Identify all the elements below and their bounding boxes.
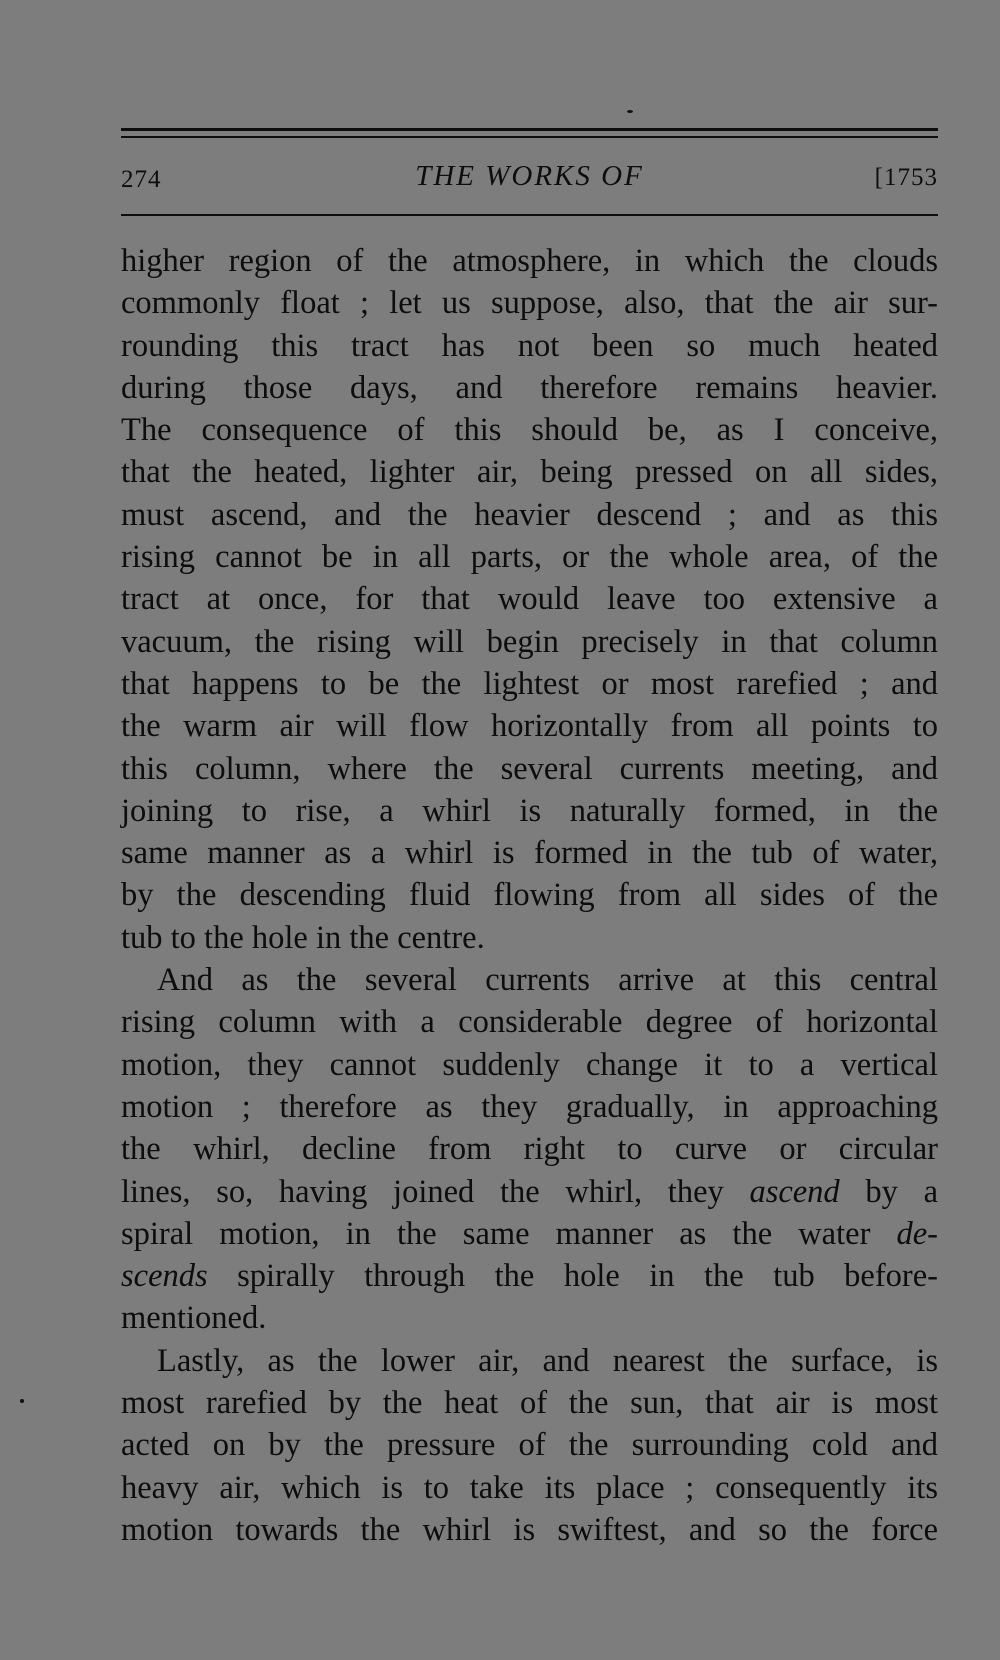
- paragraph-1: [121, 240, 938, 959]
- text-line: motion ; therefore as they gradually, in approaching: [121, 1088, 938, 1125]
- body-text: [121, 240, 938, 1551]
- running-head: [121, 160, 938, 200]
- italic-word: ascend: [749, 1173, 840, 1210]
- scan-speck: [20, 1399, 24, 1403]
- text-line: The consequence of this should be, as I conceive,: [121, 412, 938, 449]
- text-run: spiral motion, in the same manner as the water: [121, 1215, 897, 1252]
- text-line: And as the several currents arrive at this central: [157, 962, 938, 999]
- text-run: lines, so, having joined the whirl, they: [121, 1173, 750, 1210]
- text-line: most rarefied by the heat of the sun, that air is most: [121, 1385, 938, 1422]
- year-mark: [1753: [874, 164, 938, 191]
- running-title: THE WORKS OF: [415, 160, 644, 192]
- italic-word: scends: [121, 1258, 208, 1295]
- text-line: must ascend, and the heavier descend ; and as this: [121, 496, 938, 533]
- text-line: this column, where the several currents meeting, and: [121, 750, 938, 787]
- text-line: higher region of the atmosphere, in which the clouds: [121, 243, 938, 279]
- italic-word: de-: [896, 1215, 938, 1252]
- text-line: joining to rise, a whirl is naturally formed, in the: [121, 792, 938, 829]
- text-line: [121, 1171, 938, 1213]
- header-top-rule-thin: [121, 136, 938, 138]
- text-line: tract at once, for that would leave too extensive a: [121, 581, 938, 618]
- paragraph-3: [121, 1340, 938, 1551]
- text-line: tub to the hole in the centre.: [121, 919, 485, 956]
- text-line: rounding this tract has not been so much heated: [121, 327, 938, 364]
- header-bottom-rule: [121, 214, 938, 216]
- paragraph-2: [121, 959, 938, 1340]
- text-line: by the descending fluid flowing from all sides of the: [121, 877, 938, 914]
- text-line: that happens to be the lightest or most rarefied ; and: [121, 665, 938, 702]
- text-line: motion towards the whirl is swiftest, and so the force: [121, 1511, 938, 1548]
- text-line: same manner as a whirl is formed in the tub of water,: [121, 835, 938, 872]
- scan-speck: [627, 110, 633, 113]
- text-line: commonly float ; let us suppose, also, that the air sur-: [121, 285, 938, 322]
- text-line: mentioned.: [121, 1300, 267, 1337]
- text-line: the warm air will flow horizontally from all points to: [121, 708, 938, 745]
- text-run: by a: [839, 1173, 938, 1210]
- text-line: Lastly, as the lower air, and nearest the surface, is: [157, 1342, 938, 1379]
- text-line: acted on by the pressure of the surrounding cold and: [121, 1427, 938, 1464]
- text-line: [121, 1213, 938, 1255]
- text-line: vacuum, the rising will begin precisely in that column: [121, 623, 938, 660]
- text-line: the whirl, decline from right to curve or circular: [121, 1131, 938, 1168]
- text-line: rising column with a considerable degree of horizontal: [121, 1004, 938, 1041]
- page-number: 274: [121, 166, 162, 193]
- text-line: during those days, and therefore remains heavier.: [121, 369, 938, 406]
- text-line: rising cannot be in all parts, or the whole area, of the: [121, 539, 938, 576]
- text-line: that the heated, lighter air, being pressed on all sides,: [121, 454, 938, 491]
- text-line: heavy air, which is to take its place ; consequently its: [121, 1469, 938, 1506]
- text-run: spirally through the hole in the tub before-: [207, 1258, 938, 1295]
- text-line: [121, 1255, 938, 1297]
- text-line: motion, they cannot suddenly change it to a vertical: [121, 1046, 938, 1083]
- header-top-rule-thick: [121, 128, 938, 131]
